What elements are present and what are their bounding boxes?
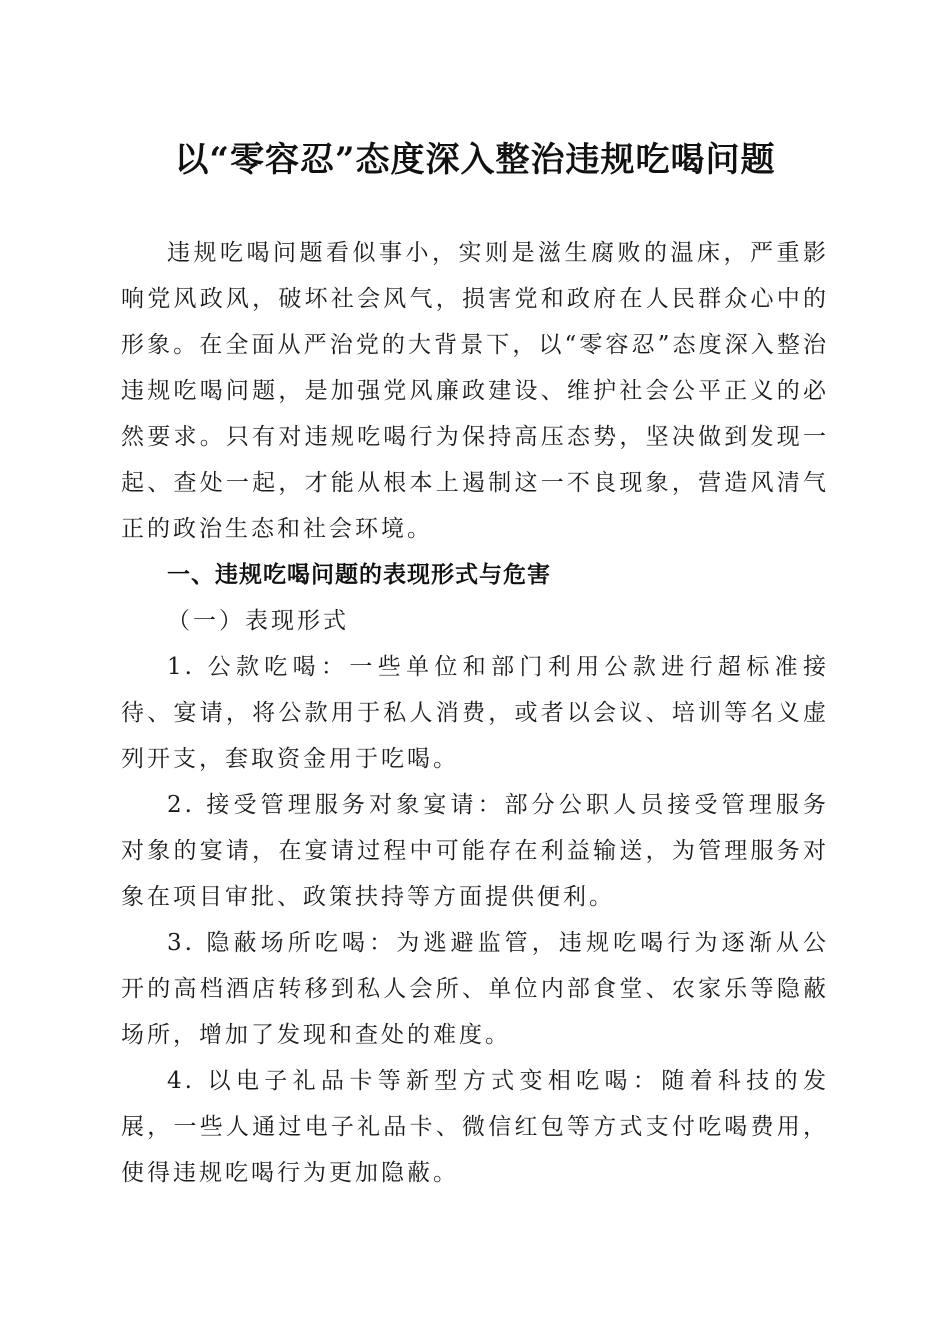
subsection-heading: （一）表现形式 [167,608,349,634]
intro-paragraph: 违规吃喝问题看似事小，实则是滋生腐败的温床，严重影响党风政风，破坏社会风气，损害党和政府在人民群众心中的形象。在全面从严治党的大背景下，以“零容忍”态度深入整治违规吃喝问题，是加强党风廉政建设、维护社会公平正义的必然要求。只有对违规吃喝行为保持高压态势，坚决做到发现一起、查处一起，才能从根本上遏制这一不良现象，营造风清气正的政治生态和社会环境。 [121,240,829,542]
list-item: 2. 接受管理服务对象宴请：部分公职人员接受管理服务对象的宴请，在宴请过程中可能存在利益输送，为管理服务对象在项目审批、政策扶持等方面提供便利。 [121,792,829,910]
list-item: 4. 以电子礼品卡等新型方式变相吃喝：随着科技的发展，一些人通过电子礼品卡、微信红包等方式支付吃喝费用，使得违规吃喝行为更加隐蔽。 [121,1068,829,1186]
list-item: 3. 隐蔽场所吃喝：为逃避监管，违规吃喝行为逐渐从公开的高档酒店转移到私人会所、单位内部食堂、农家乐等隐蔽场所，增加了发现和查处的难度。 [121,930,829,1048]
document-body [121,230,829,1196]
list-item: 1. 公款吃喝：一些单位和部门利用公款进行超标准接待、宴请，将公款用于私人消费，或者以会议、培训等名义虚列开支，套取资金用于吃喝。 [121,654,829,772]
section-heading: 一、违规吃喝问题的表现形式与危害 [167,562,551,588]
document-title: 以“零容忍”态度深入整治违规吃喝问题 [174,140,776,180]
